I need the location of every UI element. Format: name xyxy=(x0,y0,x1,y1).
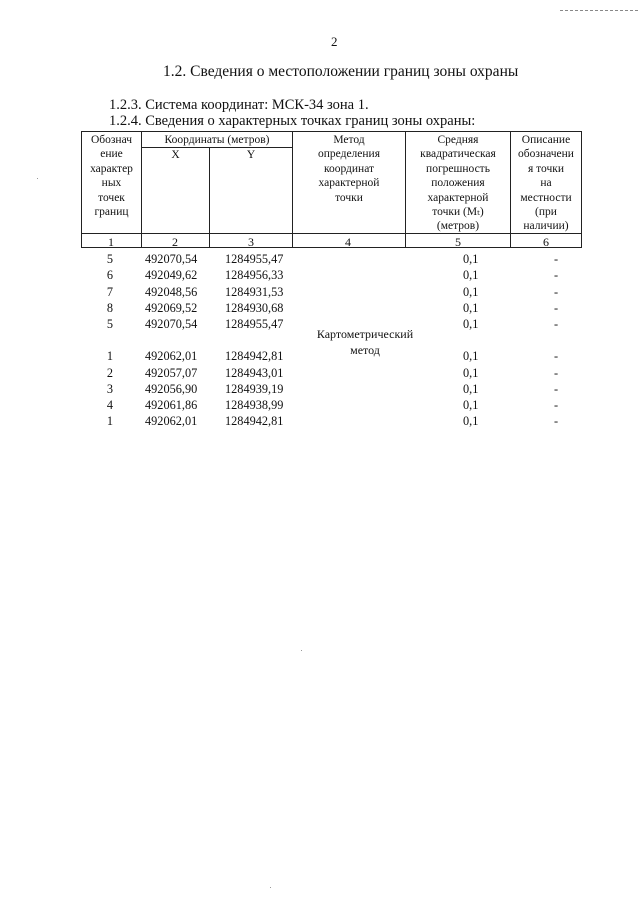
coord-x: 492049,62 xyxy=(145,268,198,282)
error-value: 0,1 xyxy=(463,414,479,428)
point-number: 6 xyxy=(106,268,114,282)
column-number: 5 xyxy=(455,235,461,249)
point-number: 5 xyxy=(106,252,114,266)
error-value: 0,1 xyxy=(463,285,479,299)
point-number: 1 xyxy=(106,349,114,363)
coord-y: 1284955,47 xyxy=(225,317,284,331)
section-title: 1.2. Сведения о местоположении границ зоны охраны xyxy=(163,63,519,80)
point-number: 5 xyxy=(106,317,114,331)
coord-y: 1284939,19 xyxy=(225,382,284,396)
coord-y: 1284955,47 xyxy=(225,252,284,266)
coord-x: 492062,01 xyxy=(145,414,198,428)
coordinate-system-line: 1.2.3. Система координат: МСК-34 зона 1. xyxy=(109,97,369,113)
description-value: - xyxy=(554,268,559,282)
header-coordinates: Координаты (метров) xyxy=(164,134,270,146)
description-value: - xyxy=(554,398,559,412)
description-value: - xyxy=(554,366,559,380)
column-number: 6 xyxy=(543,235,549,249)
error-value: 0,1 xyxy=(463,252,479,266)
coord-x: 492048,56 xyxy=(145,285,198,299)
error-value: 0,1 xyxy=(463,382,479,396)
description-value: - xyxy=(554,349,559,363)
scan-edge-mark xyxy=(560,2,638,11)
table-row xyxy=(0,366,640,382)
table-row xyxy=(0,301,640,317)
description-value: - xyxy=(554,285,559,299)
header-description: Описание обозначени я точки на местности (при наличии) xyxy=(518,134,574,233)
method-value: Картометрический метод xyxy=(316,327,414,357)
table-row xyxy=(0,268,640,284)
point-number: 7 xyxy=(106,285,114,299)
coord-y: 1284942,81 xyxy=(225,414,284,428)
coord-y: 1284930,68 xyxy=(225,301,284,315)
page-number: 2 xyxy=(331,34,338,49)
description-value: - xyxy=(554,252,559,266)
coord-x: 492061,86 xyxy=(145,398,198,412)
description-value: - xyxy=(554,301,559,315)
description-value: - xyxy=(554,414,559,428)
point-number: 4 xyxy=(106,398,114,412)
points-heading: 1.2.4. Сведения о характерных точках границ зоны охраны: xyxy=(109,113,476,129)
scan-speck xyxy=(37,178,38,179)
header-error: Средняя квадратическая погрешность положения характерной точки (Mₜ) (метров) xyxy=(420,134,496,233)
coord-y: 1284943,01 xyxy=(225,366,284,380)
column-number: 2 xyxy=(172,235,178,249)
column-number: 4 xyxy=(345,235,351,249)
table-row xyxy=(0,382,640,398)
table-row xyxy=(0,285,640,301)
column-divider xyxy=(581,131,582,248)
point-number: 8 xyxy=(106,301,114,315)
coord-x: 492056,90 xyxy=(145,382,198,396)
coord-y: 1284931,53 xyxy=(225,285,284,299)
coord-x: 492069,52 xyxy=(145,301,198,315)
column-number: 1 xyxy=(108,235,114,249)
coord-y: 1284942,81 xyxy=(225,349,284,363)
error-value: 0,1 xyxy=(463,268,479,282)
error-value: 0,1 xyxy=(463,317,479,331)
point-number: 3 xyxy=(106,382,114,396)
coord-x: 492070,54 xyxy=(145,317,198,331)
error-value: 0,1 xyxy=(463,398,479,412)
error-value: 0,1 xyxy=(463,349,479,363)
point-number: 1 xyxy=(106,414,114,428)
description-value: - xyxy=(554,317,559,331)
description-value: - xyxy=(554,382,559,396)
header-top-border xyxy=(81,131,581,132)
scan-speck xyxy=(270,887,271,888)
coord-x: 492062,01 xyxy=(145,349,198,363)
scan-speck xyxy=(301,650,302,651)
point-number: 2 xyxy=(106,366,114,380)
table-row xyxy=(0,398,640,414)
coord-y: 1284956,33 xyxy=(225,268,284,282)
table-row xyxy=(0,252,640,268)
coord-x: 492070,54 xyxy=(145,252,198,266)
header-x: X xyxy=(171,149,180,161)
table-row xyxy=(0,414,640,430)
error-value: 0,1 xyxy=(463,366,479,380)
coord-y: 1284938,99 xyxy=(225,398,284,412)
header-point: Обознач ение характер ных точек границ xyxy=(90,134,133,219)
header-method: Метод определения координат характерной точки xyxy=(317,134,380,204)
coord-x: 492057,07 xyxy=(145,366,198,380)
header-y: Y xyxy=(246,149,256,161)
column-number: 3 xyxy=(248,235,254,249)
table-row xyxy=(0,349,640,365)
error-value: 0,1 xyxy=(463,301,479,315)
